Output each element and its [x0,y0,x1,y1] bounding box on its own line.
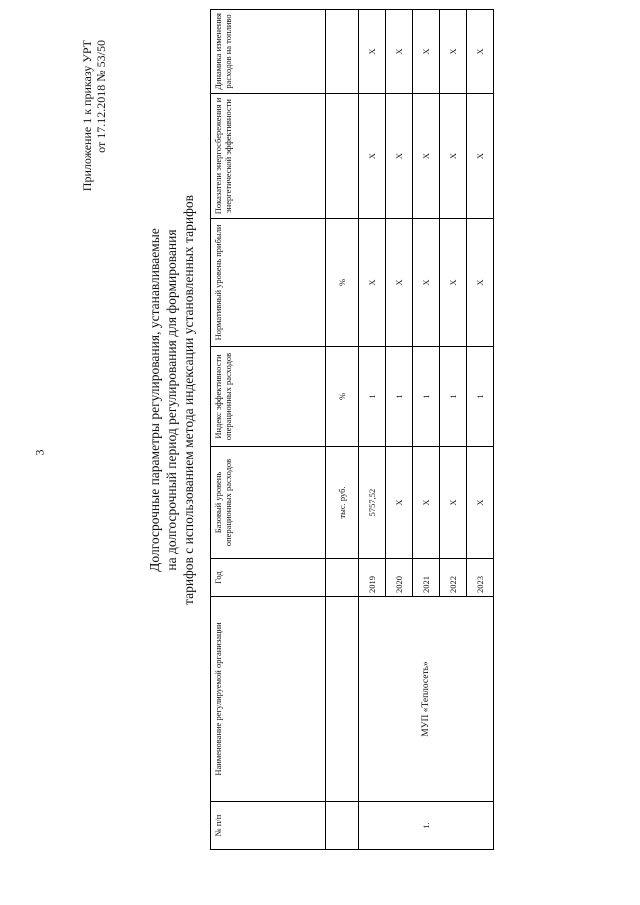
base-opex-cell: X [440,447,467,559]
header-efficiency-index: Индекс эффективности операционных расходов [211,347,326,447]
unit-empty [326,597,359,802]
unit-empty [326,802,359,850]
unit-empty [326,94,359,219]
header-organization: Наименование регулируемой организации [211,597,326,802]
energy-saving-cell: X [386,94,413,219]
table-row [359,10,386,850]
appendix-line-2: от 17.12.2018 № 53/50 [94,40,108,153]
unit-base-opex: тыс. руб. [326,447,359,559]
year-cell: 2021 [413,559,440,597]
year-cell: 2022 [440,559,467,597]
header-fuel-dynamics: Динамика изменения расходов на топливо [211,10,326,94]
header-year: Год [211,559,326,597]
normative-profit-cell: X [467,219,494,347]
fuel-dynamics-cell: X [440,10,467,94]
header-base-opex: Базовый уровень операционных расходов [211,447,326,559]
table-units-row [326,10,359,850]
normative-profit-cell: X [359,219,386,347]
energy-saving-cell: X [467,94,494,219]
fuel-dynamics-cell: X [413,10,440,94]
parameters-table [210,9,494,850]
title-line-1: Долгосрочные параметры регулирования, устанавливаемые [147,228,162,572]
unit-empty [326,10,359,94]
year-cell: 2023 [467,559,494,597]
energy-saving-cell: X [440,94,467,219]
year-cell: 2020 [386,559,413,597]
base-opex-cell: X [386,447,413,559]
title-line-3: тарифов с использованием метода индексации установленных тарифов [181,195,196,605]
efficiency-index-cell: 1 [359,347,386,447]
base-opex-cell: X [413,447,440,559]
efficiency-index-cell: 1 [440,347,467,447]
normative-profit-cell: X [440,219,467,347]
fuel-dynamics-cell: X [386,10,413,94]
fuel-dynamics-cell: X [467,10,494,94]
title-line-2: на долгосрочный период регулирования для формирования [164,229,179,571]
organization-name: МУП «Теплосеть» [359,597,494,802]
row-number: 1. [359,802,494,850]
efficiency-index-cell: 1 [413,347,440,447]
table-header-row [211,10,326,850]
fuel-dynamics-cell: X [359,10,386,94]
rotated-page-content [80,5,570,900]
base-opex-cell: X [467,447,494,559]
normative-profit-cell: X [413,219,440,347]
efficiency-index-cell: 1 [386,347,413,447]
appendix-note [80,40,108,191]
unit-empty [326,559,359,597]
base-opex-cell: 5757,52 [359,447,386,559]
efficiency-index-cell: 1 [467,347,494,447]
header-normative-profit: Нормативный уровень прибыли [211,219,326,347]
appendix-line-1: Приложение 1 к приказу УРТ [80,40,94,192]
page-number: 3 [32,449,47,456]
unit-normative-profit: % [326,219,359,347]
header-energy-saving: Показатели энергосбережения и энергетической эффективности [211,94,326,219]
unit-efficiency-index: % [326,347,359,447]
energy-saving-cell: X [359,94,386,219]
year-cell: 2019 [359,559,386,597]
energy-saving-cell: X [413,94,440,219]
document-title [146,20,197,780]
header-number: № п/п [211,802,326,850]
normative-profit-cell: X [386,219,413,347]
